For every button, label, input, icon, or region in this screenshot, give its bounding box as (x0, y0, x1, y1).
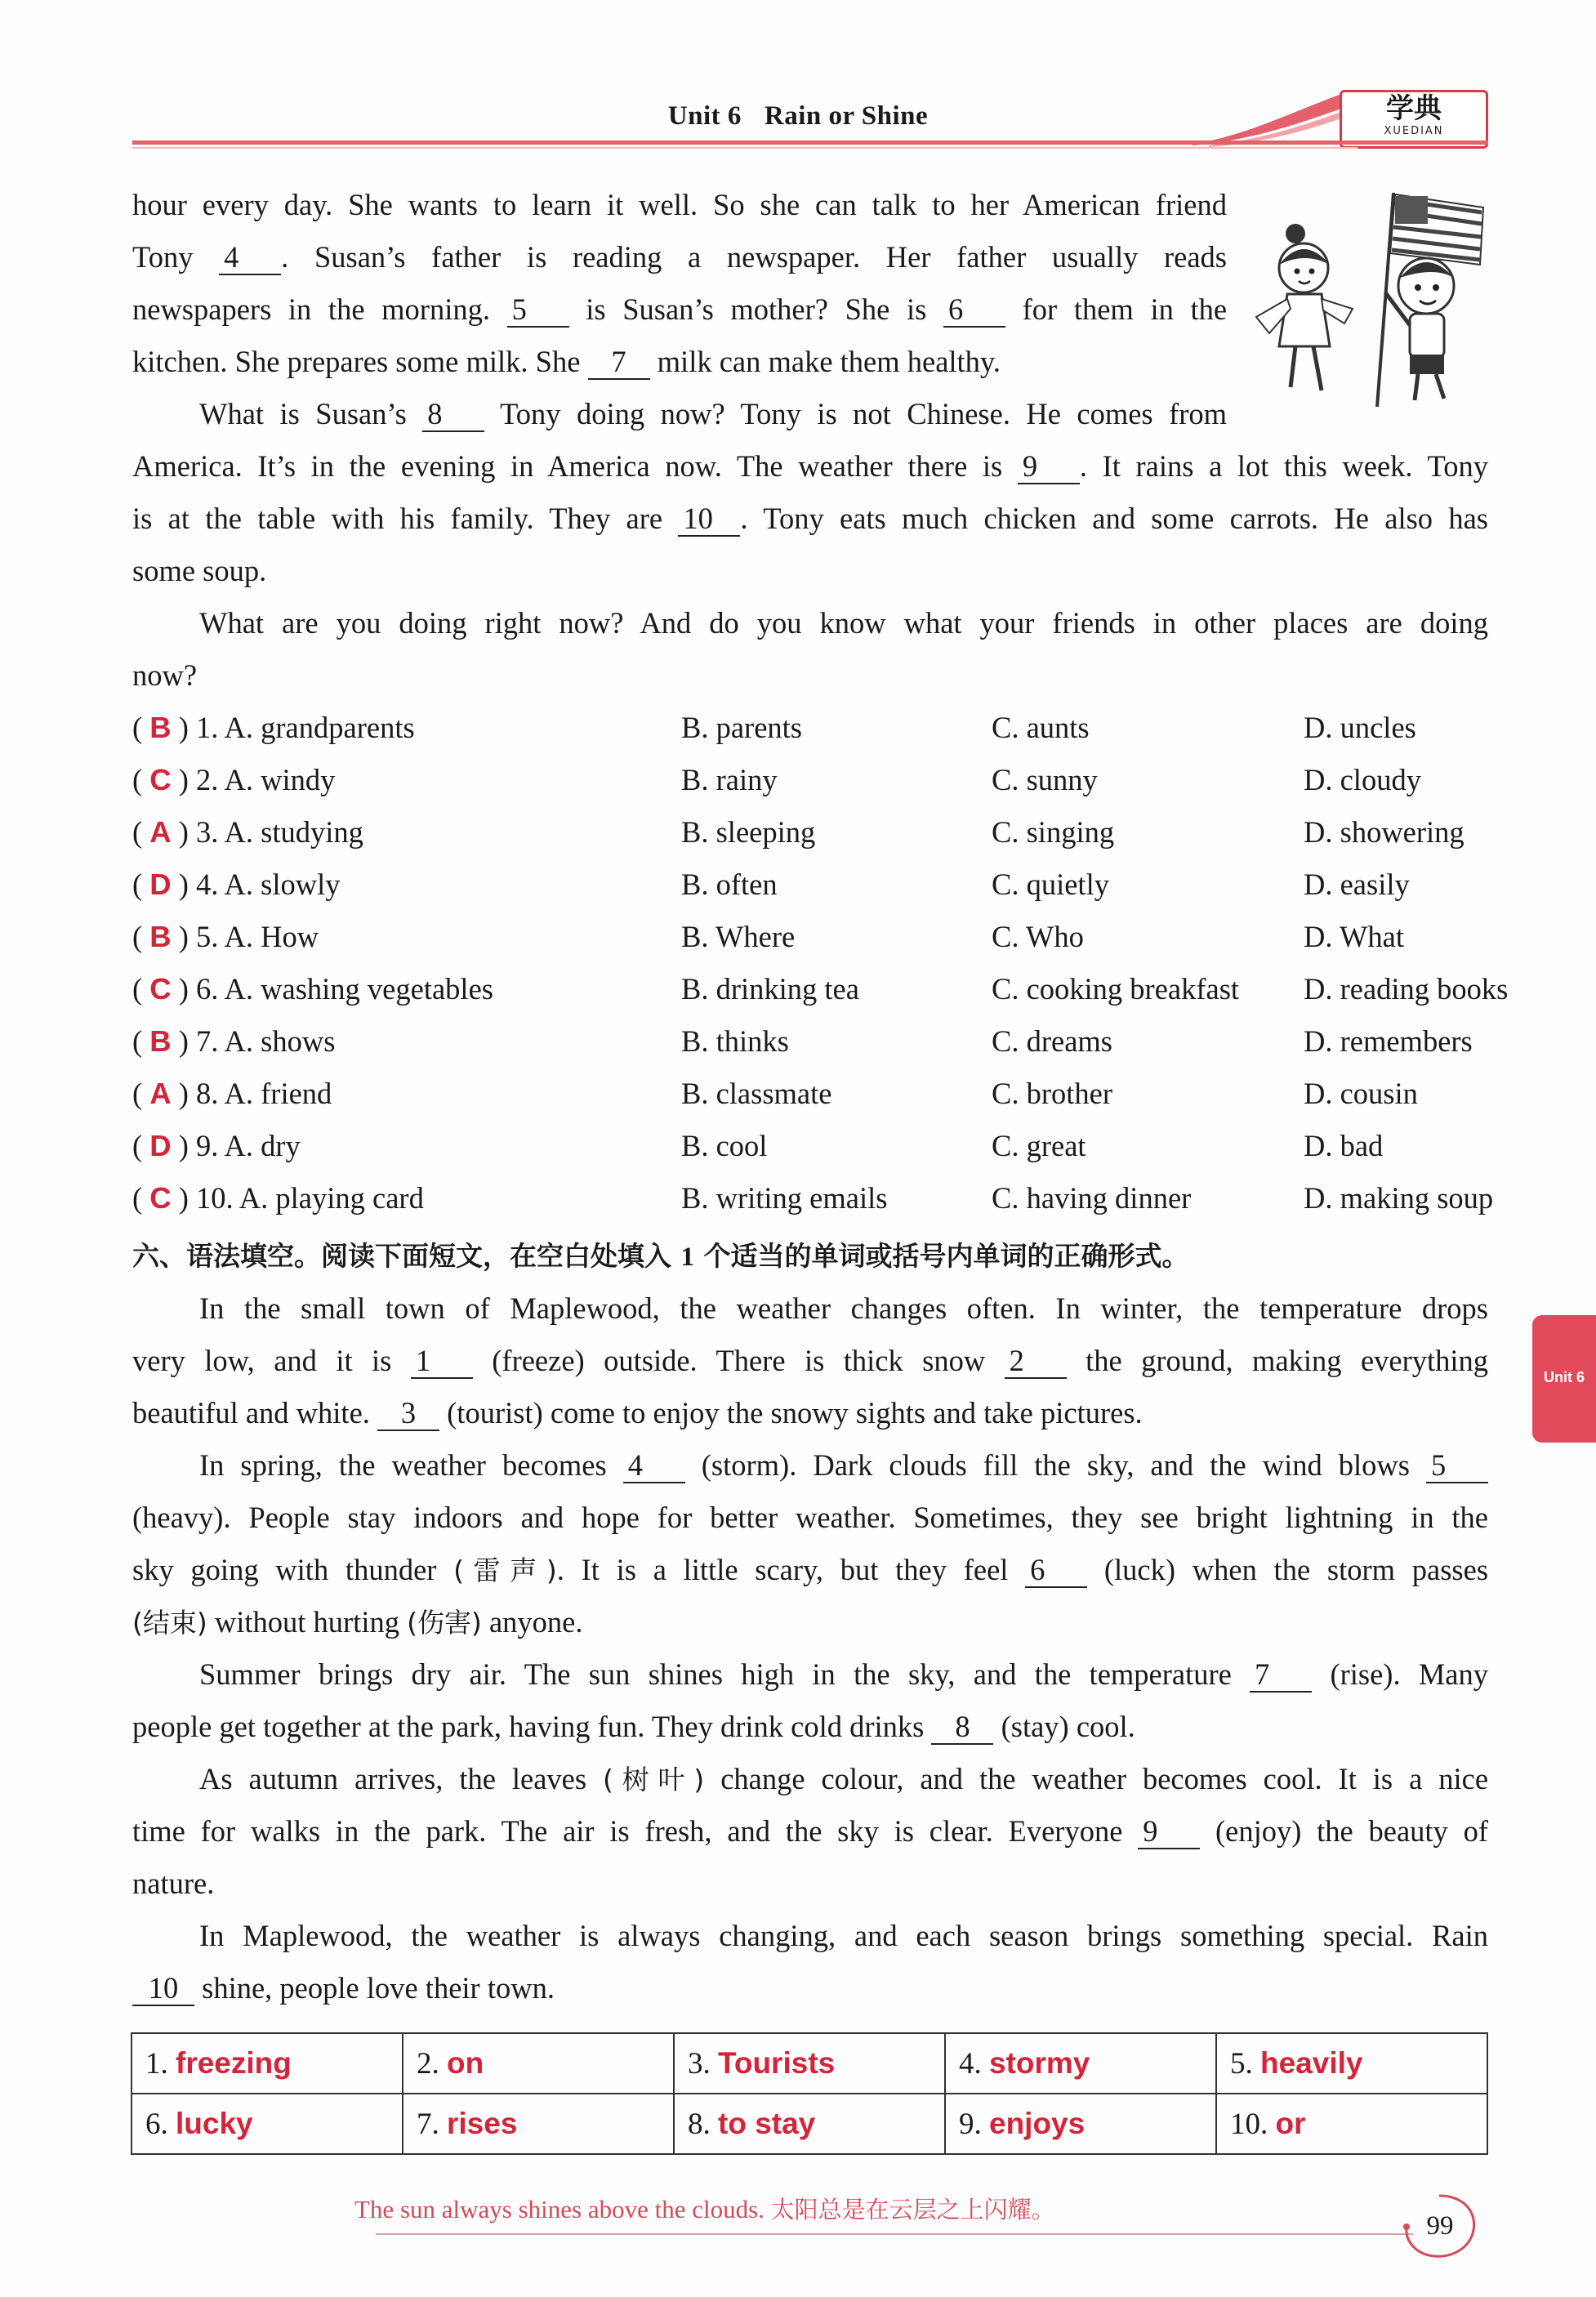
passage-line: some soup. (132, 554, 267, 587)
blank-3[interactable]: 3 (377, 1397, 439, 1431)
answer-cell: 5. heavily (1216, 2033, 1487, 2094)
option-c[interactable]: C. singing (992, 815, 1115, 849)
option-d[interactable]: D. making soup (1304, 1181, 1494, 1215)
passage-line: sky going with thunder (雷声). It is a little scary, but they feel 6 (luck) when the storm passes (132, 1553, 1489, 1586)
answer-cell: 6. lucky (132, 2094, 403, 2154)
option-c[interactable]: C. quietly (992, 868, 1109, 901)
option-c[interactable]: C. aunts (992, 711, 1090, 744)
section-6-title: 六、语法填空。阅读下面短文，在空白处填入 1 个适当的单词或括号内单词的正确形式。 (132, 1240, 1189, 1272)
passage-line: Summer brings dry air. The sun shines high in the sky, and the temperature 7 (rise). Many (199, 1657, 1489, 1691)
option-b[interactable]: B. classmate (681, 1077, 832, 1110)
option-c[interactable]: C. great (992, 1129, 1086, 1162)
passage-line: people get together at the park, having fun. They drink cold drinks 8 (stay) cool. (132, 1710, 1135, 1743)
passage-line: now? (132, 658, 198, 692)
option-c[interactable]: C. dreams (992, 1024, 1112, 1058)
answer-table (131, 2032, 1488, 2155)
answer-cell: 1. freezing (132, 2033, 403, 2094)
option-d[interactable]: D. remembers (1304, 1024, 1473, 1058)
blank-10[interactable]: 10 (678, 502, 740, 537)
option-d[interactable]: D. What (1304, 920, 1404, 953)
passage-line: Tony 4 . Susan’s father is reading a newspaper. Her father usually reads (132, 240, 1228, 274)
answer-cell: 4. stormy (945, 2033, 1216, 2094)
footer-rule (376, 2233, 1413, 2235)
option-d[interactable]: D. uncles (1304, 711, 1416, 744)
option-b[interactable]: B. often (681, 868, 778, 901)
blank-1[interactable]: 1 (411, 1345, 473, 1379)
answer-cell: 9. enjoys (945, 2094, 1216, 2154)
xuedian-logo: 学典 XUEDIAN (1340, 90, 1488, 149)
option-c[interactable]: C. cooking breakfast (992, 972, 1240, 1006)
option-a[interactable]: A. shows (224, 1024, 336, 1058)
question-stem: ( C ) 6. A. washing vegetables (132, 972, 493, 1006)
option-a[interactable]: A. How (224, 920, 319, 953)
blank-8[interactable]: 8 (931, 1710, 993, 1745)
kids-with-flag-illustration (1255, 186, 1493, 412)
footer-motto: The sun always shines above the clouds. 太阳总是在云层之上闪耀。 (354, 2195, 1055, 2223)
question-stem: ( C ) 10. A. playing card (132, 1181, 424, 1215)
answer-letter: C (149, 1181, 172, 1215)
answer-letter: A (149, 1077, 172, 1110)
option-a[interactable]: A. studying (224, 815, 363, 849)
option-b[interactable]: B. rainy (681, 763, 778, 796)
option-a[interactable]: A. friend (224, 1077, 332, 1110)
option-c[interactable]: C. Who (992, 920, 1084, 953)
answer-letter: D (149, 1129, 172, 1162)
answer-letter: B (149, 1024, 172, 1058)
option-d[interactable]: D. easily (1304, 868, 1410, 901)
option-b[interactable]: B. thinks (681, 1024, 789, 1058)
blank-9[interactable]: 9 (1138, 1815, 1200, 1849)
option-a[interactable]: A. washing vegetables (224, 972, 493, 1006)
answer-cell: 10. or (1216, 2094, 1487, 2154)
passage-line: very low, and it is 1 (freeze) outside. There is thick snow 2 the ground, making everything (132, 1344, 1489, 1377)
answer-cell: 8. to stay (674, 2094, 945, 2154)
answer-cell: 2. on (403, 2033, 674, 2094)
unit-side-tab[interactable]: Unit 6 (1532, 1315, 1596, 1443)
passage-line: is at the table with his family. They are 10 . Tony eats much chicken and some carrots. He also has (132, 502, 1489, 535)
option-a[interactable]: A. windy (224, 763, 336, 796)
answer-letter: D (149, 868, 172, 901)
header-rule (132, 140, 1488, 145)
blank-6[interactable]: 6 (1025, 1554, 1087, 1588)
option-c[interactable]: C. sunny (992, 763, 1098, 796)
question-stem: ( B ) 5. A. How (132, 920, 319, 953)
option-a[interactable]: A. dry (224, 1129, 301, 1162)
passage-line: In spring, the weather becomes 4 (storm). Dark clouds fill the sky, and the wind blows 5 (199, 1439, 1488, 1492)
passage-line: (结束) without hurting (伤害) anyone. (132, 1605, 583, 1639)
question-stem: ( B ) 7. A. shows (132, 1024, 336, 1058)
question-stem: ( D ) 4. A. slowly (132, 868, 341, 901)
passage-line: (heavy). People stay indoors and hope for better weather. Sometimes, they see bright lightning in the (132, 1501, 1488, 1534)
option-d[interactable]: D. reading books (1304, 972, 1509, 1006)
blank-4[interactable]: 4 (623, 1449, 685, 1483)
option-c[interactable]: C. having dinner (992, 1181, 1192, 1215)
table-row (132, 2094, 1487, 2154)
option-b[interactable]: B. drinking tea (681, 972, 859, 1006)
question-stem: ( C ) 2. A. windy (132, 763, 336, 796)
option-a[interactable]: A. slowly (224, 868, 341, 901)
blank-7[interactable]: 7 (588, 346, 650, 380)
option-b[interactable]: B. parents (681, 711, 802, 744)
passage-line: In Maplewood, the weather is always changing, and each season brings something special. Rain (199, 1919, 1488, 1952)
page-number: 99 (1426, 2211, 1454, 2241)
passage-line: America. It’s in the evening in America now. The weather there is 9 . It rains a lot this week. Tony (132, 449, 1489, 483)
passage-line: newspapers in the morning. 5 is Susan’s mother? She is 6 for them in the (132, 292, 1228, 326)
option-a[interactable]: A. grandparents (224, 711, 415, 744)
blank-6[interactable]: 6 (943, 293, 1005, 328)
blank-5[interactable]: 5 (1426, 1449, 1488, 1483)
question-stem: ( D ) 9. A. dry (132, 1129, 301, 1162)
option-a[interactable]: A. playing card (239, 1181, 424, 1215)
answer-letter: C (149, 763, 172, 796)
option-b[interactable]: B. sleeping (681, 815, 816, 849)
blank-4[interactable]: 4 (219, 241, 281, 275)
option-b[interactable]: B. Where (681, 920, 796, 953)
option-d[interactable]: D. showering (1304, 815, 1464, 849)
answer-cell: 3. Tourists (674, 2033, 945, 2094)
blank-5[interactable]: 5 (507, 293, 569, 328)
passage-line: hour every day. She wants to learn it well. So she can talk to her American friend (132, 188, 1227, 221)
answer-letter: B (149, 711, 172, 744)
option-d[interactable]: D. cousin (1304, 1077, 1418, 1110)
header-rule-thin (132, 147, 1357, 149)
answer-letter: B (149, 920, 172, 953)
passage-line: 10 shine, people love their town. (132, 1962, 1488, 2014)
passage-line: nature. (132, 1867, 215, 1900)
page-header-title: Unit 6 Rain or Shine (667, 101, 929, 131)
passage-line: As autumn arrives, the leaves (树叶) change colour, and the weather becomes cool. It is a nice (199, 1762, 1489, 1795)
question-stem: ( A ) 3. A. studying (132, 815, 363, 849)
answer-letter: A (149, 815, 172, 849)
passage-line: beautiful and white. 3 (tourist) come to enjoy the snowy sights and take pictures. (132, 1396, 1143, 1429)
option-d[interactable]: D. cloudy (1304, 763, 1421, 796)
table-row (132, 2033, 1487, 2094)
answer-cell: 7. rises (403, 2094, 674, 2154)
blank-10[interactable]: 10 (132, 1972, 194, 2006)
answer-letter: C (149, 972, 172, 1006)
blank-8[interactable]: 8 (422, 398, 484, 432)
passage-line: What are you doing right now? And do you know what your friends in other places are doing (199, 606, 1488, 640)
blank-7[interactable]: 7 (1250, 1658, 1312, 1693)
passage-line: In the small town of Maplewood, the weather changes often. In winter, the temperature drops (199, 1291, 1488, 1325)
blank-9[interactable]: 9 (1018, 450, 1080, 484)
option-d[interactable]: D. bad (1304, 1129, 1384, 1162)
passage-line: time for walks in the park. The air is fresh, and the sky is clear. Everyone 9 (enjoy) the beauty of (132, 1814, 1488, 1848)
question-stem: ( B ) 1. A. grandparents (132, 711, 415, 744)
question-stem: ( A ) 8. A. friend (132, 1077, 332, 1110)
blank-2[interactable]: 2 (1005, 1345, 1067, 1379)
option-c[interactable]: C. brother (992, 1077, 1112, 1110)
option-b[interactable]: B. cool (681, 1129, 768, 1162)
passage-line: What is Susan’s 8 Tony doing now? Tony is not Chinese. He comes from (199, 397, 1228, 430)
option-b[interactable]: B. writing emails (681, 1181, 888, 1215)
passage-line: kitchen. She prepares some milk. She 7 milk can make them healthy. (132, 345, 1001, 378)
